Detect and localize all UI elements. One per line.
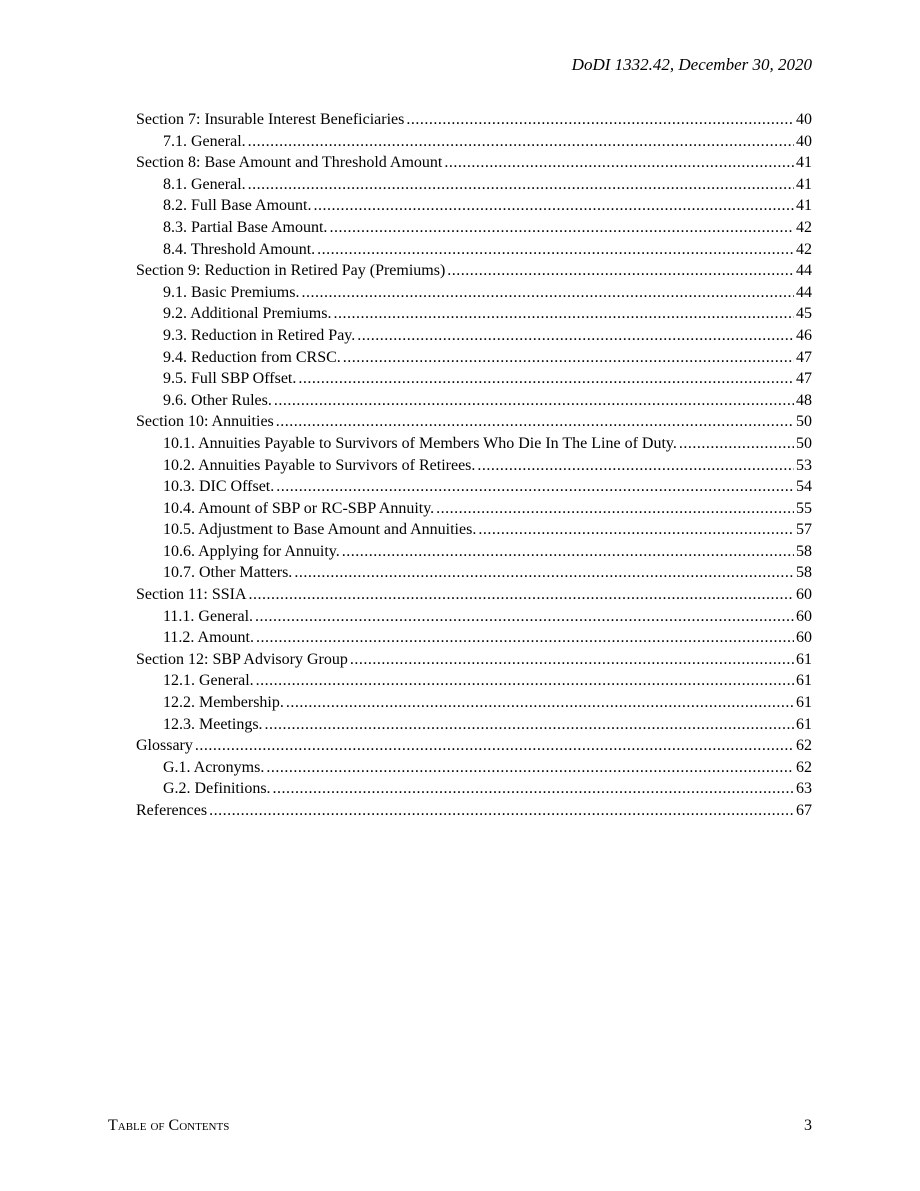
toc-dot-leader (294, 562, 794, 584)
toc-entry-label: 10.5. Adjustment to Base Amount and Annuities. (163, 521, 477, 539)
toc-subsection-entry[interactable] (136, 174, 812, 196)
toc-entry-page: 41 (796, 154, 812, 172)
toc-entry-page: 54 (796, 478, 812, 496)
toc-entry-page: 62 (796, 758, 812, 776)
toc-subsection-entry[interactable] (136, 670, 812, 692)
toc-entry-page: 40 (796, 111, 812, 128)
toc-entry-label: 9.3. Reduction in Retired Pay. (163, 326, 356, 344)
toc-dot-leader (342, 541, 794, 563)
toc-dot-leader (447, 260, 794, 282)
toc-section-entry[interactable] (136, 411, 812, 433)
toc-subsection-entry[interactable] (136, 325, 812, 347)
page-number: 3 (804, 1117, 812, 1134)
toc-entry-label: Section 8: Base Amount and Threshold Amount (136, 154, 443, 172)
toc-entry-page: 60 (796, 607, 812, 625)
toc-dot-leader (248, 174, 794, 196)
toc-entry-page: 44 (796, 283, 812, 301)
toc-entry-page: 50 (796, 434, 812, 452)
toc-entry-page: 58 (796, 564, 812, 582)
toc-entry-label: G.2. Definitions. (163, 780, 271, 798)
toc-entry-label: Section 12: SBP Advisory Group (136, 650, 348, 668)
toc-entry-page: 60 (796, 586, 812, 604)
toc-entry-label: 12.2. Membership. (163, 694, 284, 712)
document-header (572, 55, 812, 75)
toc-entry-label: 9.1. Basic Premiums. (163, 283, 300, 301)
toc-entry-label: 8.3. Partial Base Amount. (163, 218, 328, 236)
toc-dot-leader (478, 519, 794, 541)
toc-entry-label: 10.7. Other Matters. (163, 564, 293, 582)
toc-dot-leader (329, 217, 794, 239)
toc-entry-label: 8.4. Threshold Amount. (163, 240, 316, 258)
toc-entry-label: 10.4. Amount of SBP or RC-SBP Annuity. (163, 499, 435, 517)
toc-entry-page: 45 (796, 305, 812, 323)
toc-subsection-entry[interactable] (136, 303, 812, 325)
toc-dot-leader (266, 757, 794, 779)
toc-entry-page: 44 (796, 262, 812, 280)
toc-entry-page: 50 (796, 413, 812, 431)
toc-dot-leader (274, 390, 794, 412)
toc-dot-leader (209, 800, 794, 822)
toc-entry-page: 47 (796, 370, 812, 388)
toc-subsection-entry[interactable] (136, 433, 812, 455)
toc-dot-leader (436, 498, 794, 520)
toc-subsection-entry[interactable] (136, 195, 812, 217)
toc-subsection-entry[interactable] (136, 519, 812, 541)
toc-entry-label: Section 11: SSIA (136, 586, 247, 604)
toc-entry-page: 60 (796, 629, 812, 647)
toc-dot-leader (248, 131, 794, 153)
toc-entry-page: 61 (796, 672, 812, 690)
toc-dot-leader (195, 735, 794, 757)
toc-entry-label: 9.2. Additional Premiums. (163, 305, 332, 323)
toc-subsection-entry[interactable] (136, 778, 812, 800)
toc-dot-leader (313, 195, 794, 217)
toc-entry-label: 9.6. Other Rules. (163, 391, 272, 409)
toc-dot-leader (256, 627, 794, 649)
toc-entry-label: 10.6. Applying for Annuity. (163, 542, 340, 560)
toc-subsection-entry[interactable] (136, 498, 812, 520)
table-of-contents (136, 109, 812, 822)
toc-entry-page: 61 (796, 694, 812, 712)
toc-entry-page: 62 (796, 737, 812, 755)
toc-entry-label: 8.1. General. (163, 175, 246, 193)
footer-page-number (804, 1117, 812, 1135)
toc-entry-label: Section 7: Insurable Interest Beneficiaries (136, 111, 405, 128)
toc-section-entry[interactable] (136, 649, 812, 671)
toc-entry-page: 63 (796, 780, 812, 798)
toc-entry-page: 61 (796, 715, 812, 733)
toc-entry-label: 8.2. Full Base Amount. (163, 197, 312, 215)
toc-dot-leader (276, 476, 794, 498)
toc-entry-page: 67 (796, 802, 812, 819)
toc-subsection-entry[interactable] (136, 347, 812, 369)
toc-dot-leader (406, 109, 794, 131)
toc-entry-label: Glossary (136, 737, 193, 755)
toc-dot-leader (301, 282, 794, 304)
toc-entry-label: 9.5. Full SBP Offset. (163, 370, 297, 388)
toc-subsection-entry[interactable] (136, 757, 812, 779)
toc-dot-leader (273, 778, 794, 800)
toc-dot-leader (286, 692, 794, 714)
document-id: DoDI 1332.42, December 30, 2020 (571, 55, 812, 74)
toc-dot-leader (317, 239, 794, 261)
toc-entry-page: 46 (796, 326, 812, 344)
toc-entry-page: 53 (796, 456, 812, 474)
footer-section-name (108, 1117, 229, 1135)
toc-subsection-entry[interactable] (136, 282, 812, 304)
toc-entry-label: 10.2. Annuities Payable to Survivors of Retirees. (163, 456, 476, 474)
toc-dot-leader (444, 152, 794, 174)
toc-entry-label: 7.1. General. (163, 132, 246, 150)
toc-dot-leader (477, 455, 794, 477)
toc-dot-leader (679, 433, 794, 455)
toc-entry-label: 10.1. Annuities Payable to Survivors of Members Who Die In The Line of Duty. (163, 434, 677, 452)
toc-subsection-entry[interactable] (136, 217, 812, 239)
toc-entry-label: 10.3. DIC Offset. (163, 478, 275, 496)
toc-entry-label: 12.3. Meetings. (163, 715, 263, 733)
toc-subsection-entry[interactable] (136, 390, 812, 412)
toc-section-entry[interactable] (136, 584, 812, 606)
toc-dot-leader (298, 368, 794, 390)
toc-entry-label: 11.1. General. (163, 607, 254, 625)
toc-entry-label: 12.1. General. (163, 672, 254, 690)
toc-section-entry[interactable] (136, 109, 812, 131)
toc-entry-page: 42 (796, 240, 812, 258)
toc-subsection-entry[interactable] (136, 627, 812, 649)
toc-entry-page: 55 (796, 499, 812, 517)
toc-entry-page: 40 (796, 132, 812, 150)
toc-section-entry[interactable] (136, 260, 812, 282)
toc-section-entry[interactable] (136, 152, 812, 174)
toc-subsection-entry[interactable] (136, 714, 812, 736)
toc-entry-page: 47 (796, 348, 812, 366)
toc-entry-page: 41 (796, 175, 812, 193)
toc-subsection-entry[interactable] (136, 476, 812, 498)
toc-entry-label: 9.4. Reduction from CRSC. (163, 348, 341, 366)
toc-entry-page: 57 (796, 521, 812, 539)
toc-subsection-entry[interactable] (136, 131, 812, 153)
toc-entry-label: 11.2. Amount. (163, 629, 254, 647)
toc-dot-leader (265, 714, 794, 736)
toc-dot-leader (333, 303, 794, 325)
toc-entry-page: 48 (796, 391, 812, 409)
toc-dot-leader (357, 325, 794, 347)
toc-entry-page: 41 (796, 197, 812, 215)
toc-entry-label: References (136, 802, 208, 819)
toc-entry-label: Section 9: Reduction in Retired Pay (Premiums) (136, 262, 446, 280)
toc-dot-leader (256, 670, 794, 692)
toc-subsection-entry[interactable] (136, 368, 812, 390)
toc-entry-label: Section 10: Annuities (136, 413, 274, 431)
toc-entry-page: 61 (796, 650, 812, 668)
toc-section-entry[interactable] (136, 735, 812, 757)
toc-entry-label: G.1. Acronyms. (163, 758, 265, 776)
toc-subsection-entry[interactable] (136, 239, 812, 261)
toc-dot-leader (255, 606, 794, 628)
toc-dot-leader (343, 347, 794, 369)
toc-subsection-entry[interactable] (136, 692, 812, 714)
toc-subsection-entry[interactable] (136, 562, 812, 584)
toc-subsection-entry[interactable] (136, 455, 812, 477)
toc-entry-page: 58 (796, 542, 812, 560)
toc-entry-page: 42 (796, 218, 812, 236)
toc-subsection-entry[interactable] (136, 606, 812, 628)
toc-section-entry[interactable] (136, 800, 812, 822)
footer-section-label: Table of Contents (108, 1117, 230, 1134)
toc-dot-leader (249, 584, 794, 606)
toc-dot-leader (350, 649, 794, 671)
toc-subsection-entry[interactable] (136, 541, 812, 563)
toc-dot-leader (276, 411, 794, 433)
